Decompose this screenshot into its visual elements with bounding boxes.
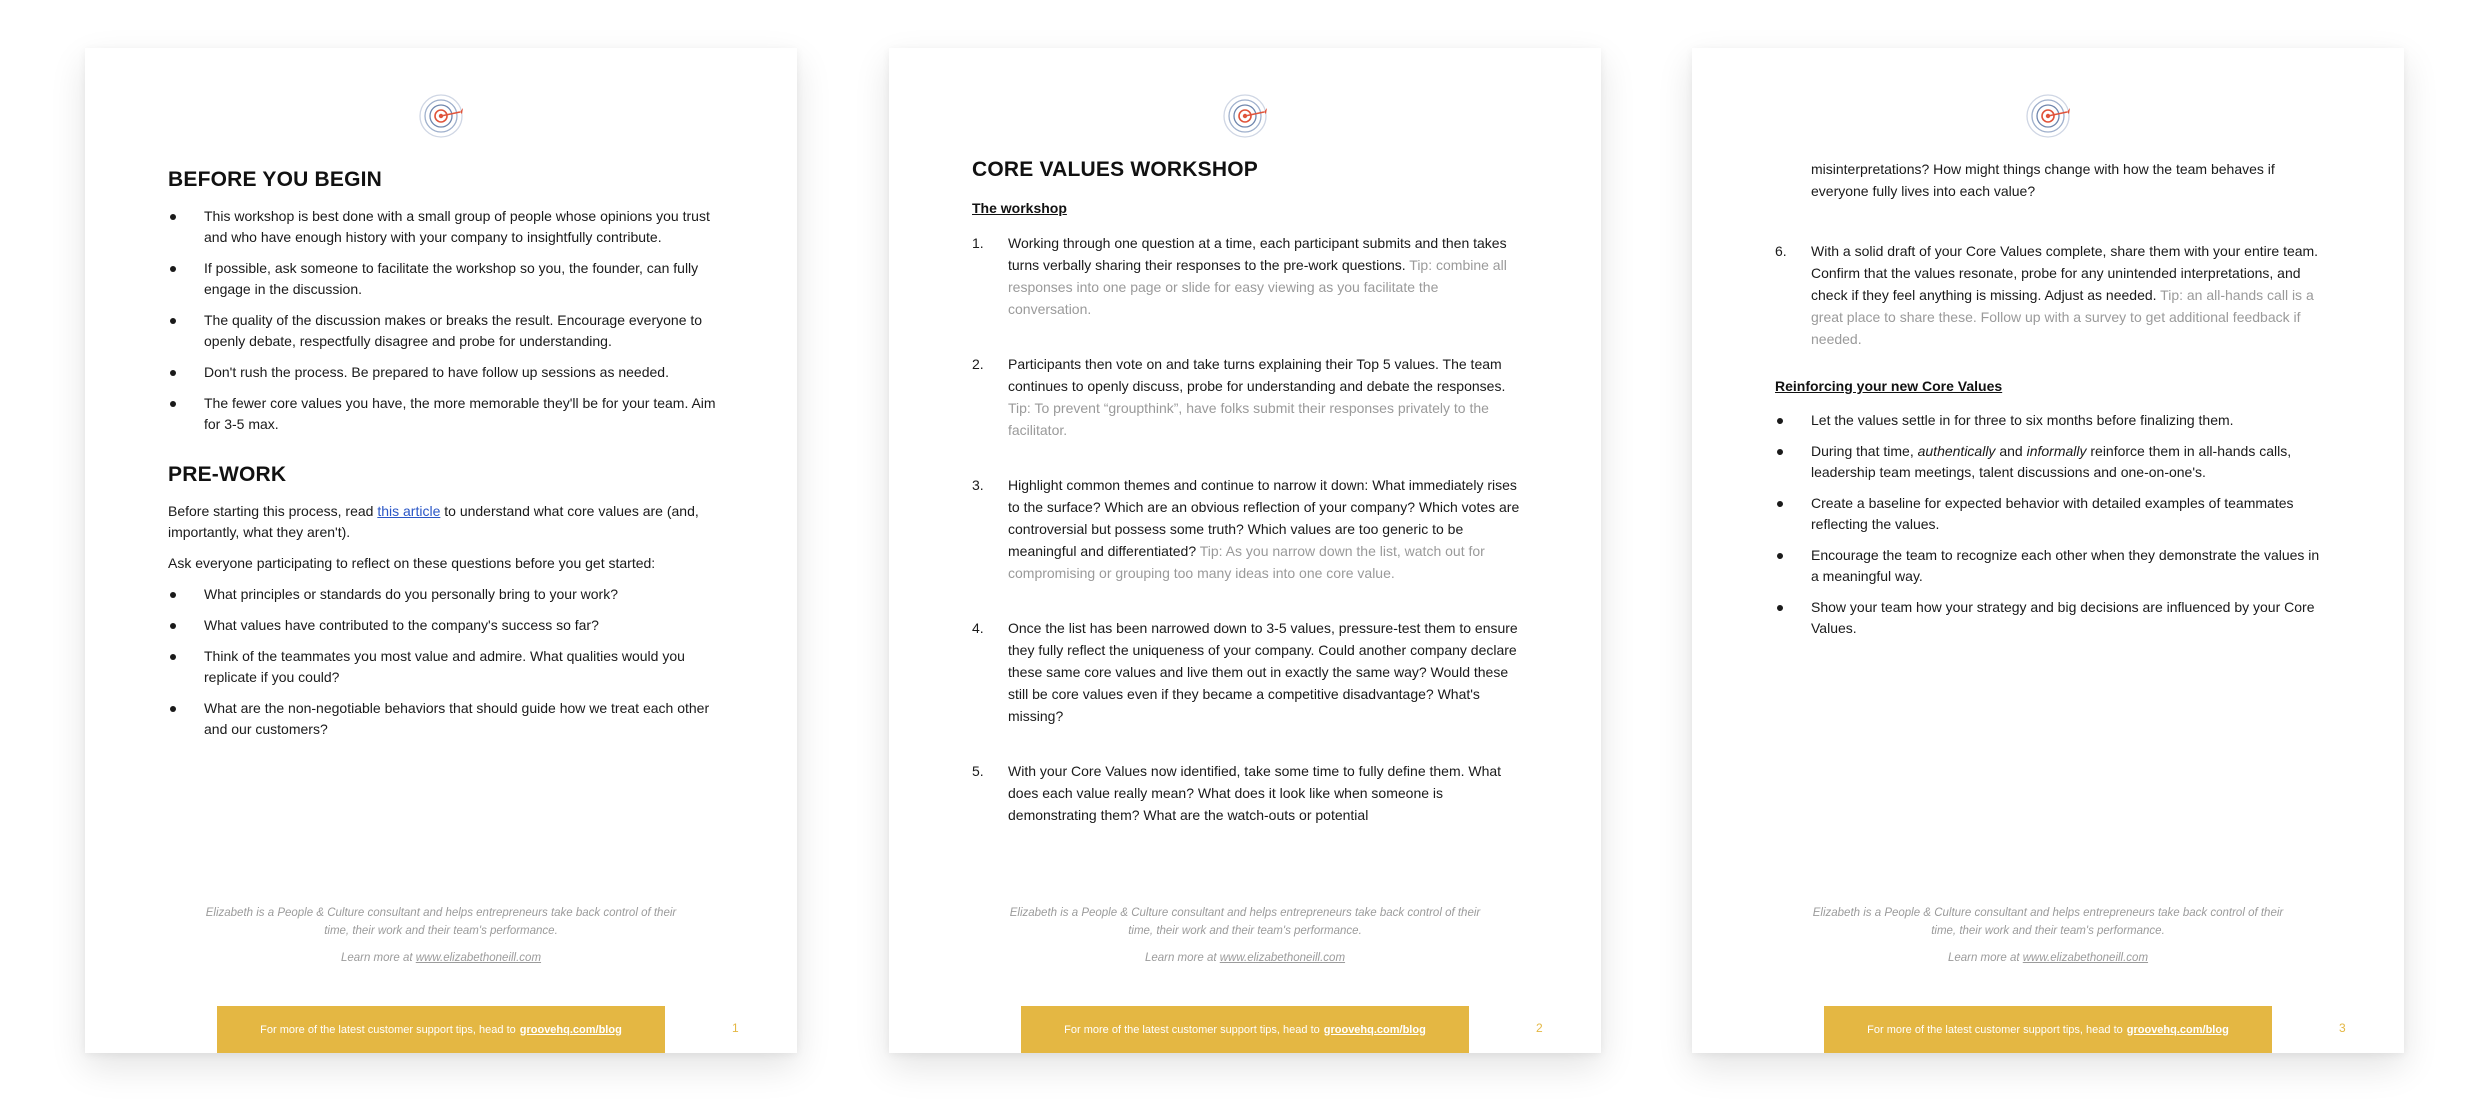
target-logo-icon (1222, 93, 1268, 139)
core-values-workshop-heading: CORE VALUES WORKSHOP (972, 158, 1258, 181)
workshop-step (972, 232, 1523, 320)
groove-blog-link[interactable]: groovehq.com/blog (2126, 1023, 2229, 1036)
reinforcing-list (1775, 410, 2326, 639)
footer-banner (217, 1006, 665, 1053)
footer-banner (1021, 1006, 1469, 1053)
step-tip: Tip: As you narrow down the list, watch out for compromising or grouping too many ideas into one core value. (1008, 543, 1485, 581)
footer-banner-text: For more of the latest customer support tips, head to (260, 1023, 516, 1036)
before-you-begin-list (168, 206, 719, 435)
workshop-steps-list-continued (1775, 240, 2326, 350)
step-tip: Tip: combine all responses into one page or slide for easy viewing as you facilitate the conversation. (1008, 257, 1507, 317)
pre-work-intro (168, 501, 719, 543)
author-bio: Elizabeth is a People & Culture consultant and helps entrepreneurs take back control of their time, their work and their team's performance. (205, 907, 677, 937)
list-item: The fewer core values you have, the more memorable they'll be for your team. Aim for 3-5 max. (168, 393, 719, 435)
step-text: Working through one question at a time, each participant submits and then takes turns verbally sharing their responses to the pre-work questions. (1008, 235, 1507, 273)
list-item: Let the values settle in for three to six months before finalizing them. (1775, 410, 2326, 431)
author-website-link[interactable]: www.elizabethoneill.com (415, 952, 542, 964)
target-logo-icon (418, 93, 464, 139)
list-item: What principles or standards do you personally bring to your work? (168, 584, 719, 605)
before-you-begin-heading: BEFORE YOU BEGIN (168, 168, 383, 191)
item-text: and (1999, 443, 2023, 459)
page-3-content (1775, 158, 2326, 655)
list-item: What are the non-negotiable behaviors that should guide how we treat each other and our customers? (168, 698, 719, 740)
step-text: Participants then vote on and take turns explaining their Top 5 values. The team continues to openly discuss, probe for understanding and debate the responses. (1008, 356, 1506, 394)
step-text: Once the list has been narrowed down to 3-5 values, pressure-test them to ensure they fully reflect the uniqueness of your company. Could another company declare these same core values and live them out in exactly the same way? Would these still be core values even if they became a competitive disadvantage? What's missing? (1008, 620, 1518, 724)
learn-more (1692, 952, 2404, 964)
author-website-link[interactable]: www.elizabethoneill.com (1219, 952, 1346, 964)
step-text: With your Core Values now identified, take some time to fully define them. What does each value really mean? What does it look like when someone is demonstrating them? What are the watch-outs or potential (1008, 763, 1502, 823)
learn-more (85, 952, 797, 964)
step-number: 5. (972, 763, 984, 779)
list-item: Think of the teammates you most value and admire. What qualities would you replicate if you could? (168, 646, 719, 688)
learn-more (889, 952, 1601, 964)
footer-banner-text: For more of the latest customer support tips, head to (1867, 1023, 2123, 1036)
the-workshop-subheading: The workshop (972, 200, 1067, 216)
step-tip: Tip: an all-hands call is a great place to share these. Follow up with a survey to get additional feedback if needed. (1811, 287, 2314, 347)
page-number: 1 (732, 1021, 739, 1035)
learn-more-label: Learn more at (1947, 952, 2020, 964)
workshop-step (972, 474, 1523, 584)
footer-banner-text: For more of the latest customer support tips, head to (1064, 1023, 1320, 1036)
step-number: 3. (972, 477, 984, 493)
document-page-1 (85, 48, 797, 1053)
step-number: 2. (972, 356, 984, 372)
list-item: If possible, ask someone to facilitate the workshop so you, the founder, can fully engage in the discussion. (168, 258, 719, 300)
pre-work-ask: Ask everyone participating to reflect on these questions before you get started: (168, 555, 656, 571)
workshop-steps-list (972, 232, 1523, 826)
item-emphasis: informally (2026, 443, 2087, 459)
list-item: The quality of the discussion makes or breaks the result. Encourage everyone to openly debate, respectfully disagree and probe for understanding. (168, 310, 719, 352)
footer-banner (1824, 1006, 2272, 1053)
pre-work-questions-list (168, 584, 719, 740)
list-item: Encourage the team to recognize each other when they demonstrate the values in a meaningful way. (1775, 545, 2326, 587)
step-number: 1. (972, 235, 984, 251)
item-emphasis: authentically (1917, 443, 1996, 459)
reinforcing-heading: Reinforcing your new Core Values (1775, 378, 2003, 394)
workshop-step (972, 760, 1523, 826)
groove-blog-link[interactable]: groovehq.com/blog (1323, 1023, 1426, 1036)
workshop-step (972, 617, 1523, 727)
learn-more-label: Learn more at (340, 952, 413, 964)
page-2-content (972, 158, 1523, 859)
list-item: Show your team how your strategy and big decisions are influenced by your Core Values. (1775, 597, 2326, 639)
author-bio: Elizabeth is a People & Culture consultant and helps entrepreneurs take back control of their time, their work and their team's performance. (1009, 907, 1481, 937)
step-tip: Tip: To prevent “groupthink”, have folks submit their responses privately to the facilitator. (1008, 400, 1489, 438)
workshop-step (972, 353, 1523, 441)
item-text: During that time, (1811, 443, 1914, 459)
document-page-3 (1692, 48, 2404, 1053)
target-logo-icon (2025, 93, 2071, 139)
page-number: 2 (1536, 1021, 1543, 1035)
author-website-link[interactable]: www.elizabethoneill.com (2022, 952, 2149, 964)
author-bio: Elizabeth is a People & Culture consultant and helps entrepreneurs take back control of their time, their work and their team's performance. (1812, 907, 2284, 937)
step-text: Highlight common themes and continue to narrow it down: What immediately rises to the surface? Which are an obvious reflection of your company? Which votes are controversial but possess some truth? Which values are too generic to be meaningful and differentiated? (1008, 477, 1520, 559)
pre-work-intro-end: to understand what core values are (and, importantly, what they aren't). (168, 503, 699, 540)
step-5-continued: misinterpretations? How might things change with how the team behaves if everyone fully lives into each value? (1811, 161, 2275, 199)
workshop-step (1775, 240, 2326, 350)
step-text: With a solid draft of your Core Values complete, share them with your entire team. Confirm that the values resonate, probe for any unintended interpretations, and check if they feel anything is missing. Adjust as needed. (1811, 243, 2319, 303)
list-item: What values have contributed to the company's success so far? (168, 615, 719, 636)
groove-blog-link[interactable]: groovehq.com/blog (519, 1023, 622, 1036)
learn-more-label: Learn more at (1144, 952, 1217, 964)
page-1-content (168, 168, 719, 756)
page-number: 3 (2339, 1021, 2346, 1035)
this-article-link[interactable]: this article (377, 503, 441, 519)
item-text: reinforce them in all-hands calls, leadership team meetings, talent discussions and one-on-one's. (1811, 443, 2292, 480)
pre-work-heading: PRE-WORK (168, 463, 287, 486)
list-item: Create a baseline for expected behavior with detailed examples of teammates reflecting the values. (1775, 493, 2326, 535)
step-number: 6. (1775, 243, 1787, 259)
list-item: This workshop is best done with a small group of people whose opinions you trust and who have enough history with your company to insightfully contribute. (168, 206, 719, 248)
list-item (1775, 441, 2326, 483)
step-number: 4. (972, 620, 984, 636)
pre-work-intro-start: Before starting this process, read (168, 503, 374, 519)
document-page-2 (889, 48, 1601, 1053)
list-item: Don't rush the process. Be prepared to have follow up sessions as needed. (168, 362, 719, 383)
